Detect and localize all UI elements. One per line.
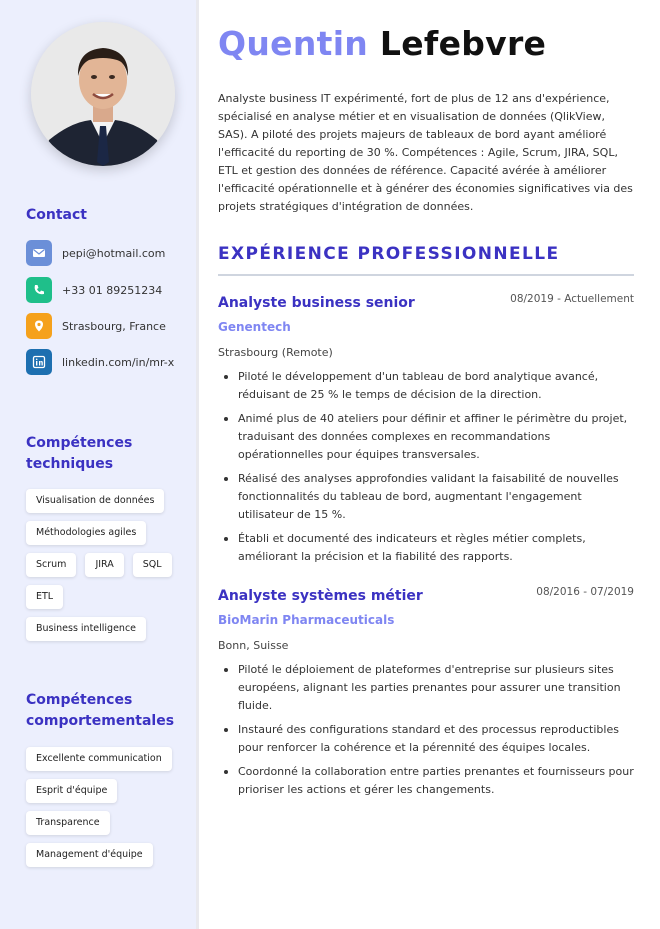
tech-skills-heading-line1: Compétences <box>26 435 133 451</box>
contact-linkedin[interactable] <box>26 349 174 375</box>
job-bullet: Piloté le déploiement de plateformes d'entreprise sur plusieurs sites européens, alignant les parties prenantes pour assurer une transition fluide. <box>218 661 634 715</box>
location-pin-icon <box>26 313 52 339</box>
job-bullet: Coordonné la collaboration entre parties prenantes et fournisseurs pour prioriser les actions et gérer les changements. <box>218 763 634 799</box>
job-bullet: Établi et documenté des indicateurs et règles métier complets, améliorant la précision et la fiabilité des rapports. <box>218 530 634 566</box>
skill-chip: Excellente communication <box>26 747 172 771</box>
sidebar <box>0 0 199 929</box>
skill-chip: Business intelligence <box>26 617 146 641</box>
section-divider <box>218 274 634 276</box>
skill-chip: Esprit d'équipe <box>26 779 117 803</box>
skill-chip: Management d'équipe <box>26 843 153 867</box>
tech-skills-heading-line2: techniques <box>26 456 114 472</box>
job-dates: 08/2016 - 07/2019 <box>536 586 634 598</box>
skill-chip: Visualisation de données <box>26 489 164 513</box>
experience-heading: EXPÉRIENCE PROFESSIONNELLE <box>218 244 560 264</box>
skill-chip: Scrum <box>26 553 76 577</box>
job-title: Analyste systèmes métier <box>218 588 423 604</box>
job-title: Analyste business senior <box>218 295 415 311</box>
tech-skills-list <box>26 489 196 649</box>
skill-chip: Transparence <box>26 811 110 835</box>
skill-chip: ETL <box>26 585 63 609</box>
job-bullets <box>218 368 634 572</box>
full-name <box>218 24 546 63</box>
job-bullet: Instauré des configurations standard et des processus reproductibles pour renforcer la cohérence et la pérennité des équipes locales. <box>218 721 634 757</box>
contact-phone-text: +33 01 89251234 <box>62 283 163 297</box>
job-bullets <box>218 661 634 805</box>
contact-email-text: pepi@hotmail.com <box>62 246 166 260</box>
soft-skills-heading-line2: comportementales <box>26 713 175 729</box>
contact-heading: Contact <box>26 207 87 223</box>
job-company: Genentech <box>218 320 291 334</box>
profile-summary: Analyste business IT expérimenté, fort de plus de 12 ans d'expérience, spécialisé en analyse métier et en visualisation de données (QlikView, SAS). A piloté des projets majeurs de tableaux de bord ayant amélioré l'efficacité du reporting de 30 %. Compétences : Agile, Scrum, JIRA, SQL, ETL et gestion des données de référence. Capacité avérée à améliorer l'efficacité opérationnelle et à générer des économies significatives via des projets stratégiques d'intégration de données. <box>218 92 633 213</box>
linkedin-icon <box>26 349 52 375</box>
job-location: Bonn, Suisse <box>218 639 289 652</box>
job-dates: 08/2019 - Actuellement <box>510 293 634 305</box>
job-location: Strasbourg (Remote) <box>218 346 333 359</box>
soft-skills-list <box>26 747 196 875</box>
skill-chip: SQL <box>133 553 172 577</box>
job-bullet: Réalisé des analyses approfondies validant la faisabilité de nouvelles fonctionnalités du tableau de bord, augmentant l'engagement utilisateur de 15 %. <box>218 470 634 524</box>
contact-location <box>26 313 166 339</box>
first-name: Quentin <box>218 24 369 63</box>
job-bullet: Piloté le développement d'un tableau de bord analytique avancé, réduisant de 25 % le temps de décision de la direction. <box>218 368 634 404</box>
tech-skills-heading <box>26 433 132 475</box>
job-bullet: Animé plus de 40 ateliers pour définir et affiner le périmètre du projet, traduisant des données complexes en recommandations opérationnelles pour équipes transversales. <box>218 410 634 464</box>
soft-skills-heading-line1: Compétences <box>26 692 133 708</box>
email-icon <box>26 240 52 266</box>
contact-phone[interactable] <box>26 277 162 303</box>
contact-location-text: Strasbourg, France <box>62 319 166 333</box>
soft-skills-heading <box>26 690 174 732</box>
skill-chip: JIRA <box>85 553 123 577</box>
phone-icon <box>26 277 52 303</box>
contact-email[interactable] <box>26 240 165 266</box>
contact-linkedin-text: linkedin.com/in/mr-x <box>62 355 175 369</box>
last-name: Lefebvre <box>379 24 547 63</box>
profile-photo <box>31 22 175 166</box>
skill-chip: Méthodologies agiles <box>26 521 146 545</box>
job-company: BioMarin Pharmaceuticals <box>218 613 395 627</box>
